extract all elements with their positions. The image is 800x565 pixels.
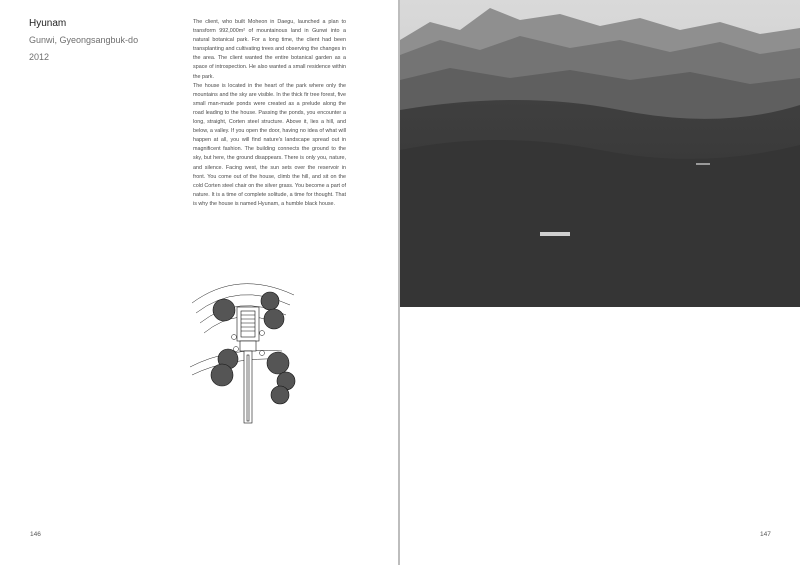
paragraph-1: The client, who built Moheon in Daegu, launched a plan to transform 992,000m² of mountainous land in Gunwi into a natural botanical park. For a long time, the client had been transplanting and cultivating trees and observing the changes in the area. The client wanted the entire botanical garden as a space of introspection. He also wanted a small residence within the park. (193, 19, 346, 80)
body-text (193, 18, 346, 209)
project-location: Gunwi, Gyeongsangbuk-do (29, 35, 139, 45)
left-page (0, 0, 398, 565)
project-title: Hyunam (29, 18, 67, 29)
site-plan-drawing (188, 275, 303, 425)
page-number-right: 147 (760, 531, 771, 538)
landscape-photo (400, 0, 800, 307)
paragraph-2: The house is located in the heart of the park where only the mountains and the sky are visible. In the thick fir tree forest, five small man-made ponds were created as a prelude along the road leading to the house. Passing the ponds, you encounter a long, straight, Corten steel structure. Above it, lies a hill, and below, a valley. If you open the door, having no idea of what will happen at all, you will find nature's landscape spread out in magnificent fashion. The building connects the ground to the sky, but here, the ground disappears. There is only you, nature, and silence. Facing west, the sun sets over the reservoir in front. You come out of the house, climb the hill, and sit on the cold Corten steel chair on the silver grass. You become a part of nature. It is a time of complete solitude, a time for thought. That is why the house is named Hyunam, a humble black house. (193, 82, 346, 207)
page-number-left: 146 (30, 531, 41, 538)
project-year: 2012 (29, 52, 50, 62)
